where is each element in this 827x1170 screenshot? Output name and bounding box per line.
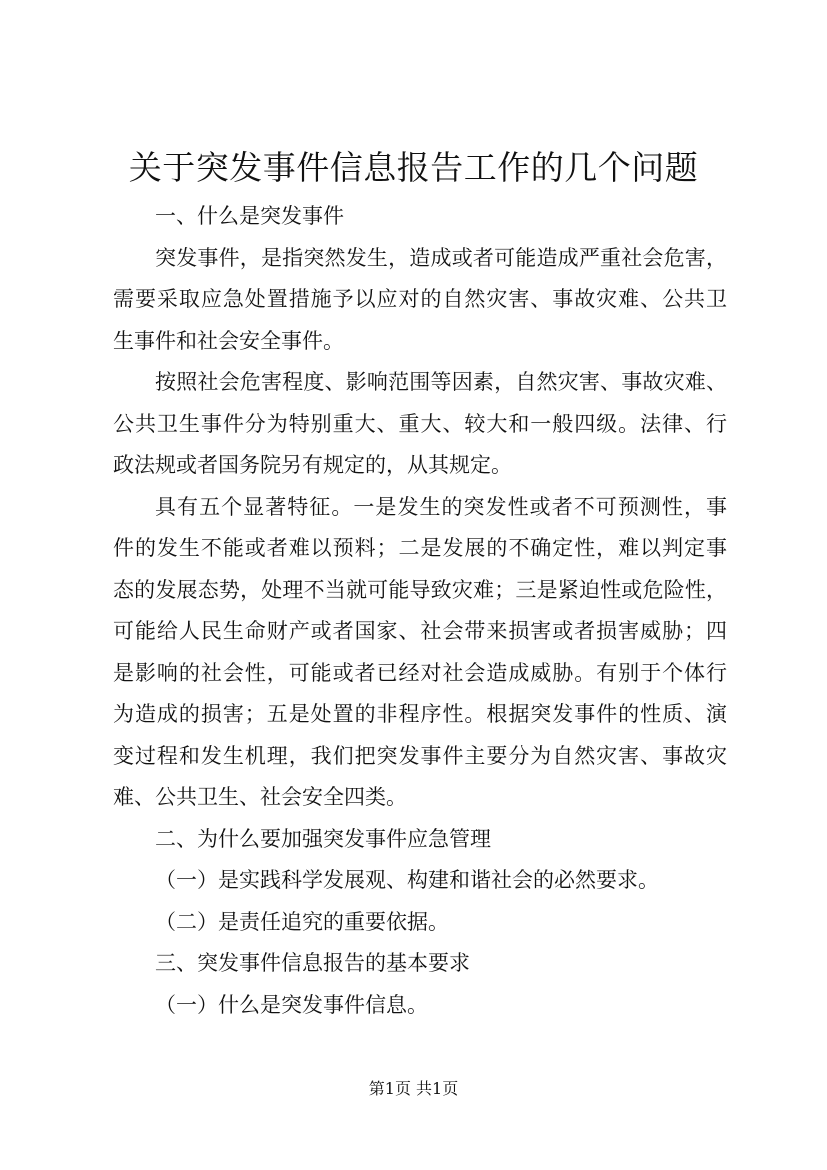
document-body bbox=[113, 196, 727, 1026]
text-line: 按照社会危害程度、影响范围等因素，自然灾害、事故灾难、 bbox=[155, 370, 727, 394]
paragraph-classification bbox=[113, 362, 727, 487]
text-line: 需要采取应急处置措施予以应对的自然灾害、事故灾难、公共卫 bbox=[113, 287, 727, 311]
text-line: （二）是责任追究的重要依据。 bbox=[155, 909, 449, 934]
subsection-item-2 bbox=[113, 902, 727, 944]
text-line: 三、突发事件信息报告的基本要求 bbox=[155, 951, 470, 975]
text-line: 二、为什么要加强突发事件应急管理 bbox=[155, 826, 491, 851]
text-line: 生事件和社会安全事件。 bbox=[113, 328, 344, 353]
text-line: （一）什么是突发事件信息。 bbox=[155, 992, 428, 1017]
text-line: 一、什么是突发事件 bbox=[155, 204, 344, 228]
document-title: 关于突发事件信息报告工作的几个问题 bbox=[128, 148, 699, 187]
section-heading-1 bbox=[113, 196, 727, 238]
subsection-item-1 bbox=[113, 860, 727, 902]
paragraph-definition bbox=[113, 238, 727, 363]
page-footer: 第1页 共1页 bbox=[368, 1079, 459, 1098]
text-line: （一）是实践科学发展观、构建和谐社会的必然要求。 bbox=[155, 868, 659, 892]
text-line: 态的发展态势，处理不当就可能导致灾难；三是紧迫性或危险性， bbox=[113, 577, 727, 602]
paragraph-characteristics bbox=[113, 487, 727, 819]
text-line: 为造成的损害；五是处置的非程序性。根据突发事件的性质、演 bbox=[113, 702, 727, 726]
section-heading-2 bbox=[113, 819, 727, 861]
text-line: 是影响的社会性，可能或者已经对社会造成威胁。有别于个体行 bbox=[113, 660, 727, 685]
text-line: 变过程和发生机理，我们把突发事件主要分为自然灾害、事故灾 bbox=[113, 743, 727, 768]
section-heading-3 bbox=[113, 943, 727, 985]
text-line: 具有五个显著特征。一是发生的突发性或者不可预测性，事 bbox=[155, 494, 727, 519]
text-line: 难、公共卫生、社会安全四类。 bbox=[113, 785, 407, 809]
text-line: 突发事件，是指突然发生，造成或者可能造成严重社会危害， bbox=[155, 245, 727, 270]
subsection-item-3 bbox=[113, 985, 727, 1027]
text-line: 件的发生不能或者难以预料；二是发展的不确定性，难以判定事 bbox=[113, 536, 727, 560]
text-line: 可能给人民生命财产或者国家、社会带来损害或者损害威胁；四 bbox=[113, 619, 727, 643]
text-line: 政法规或者国务院另有规定的，从其规定。 bbox=[113, 453, 512, 477]
text-line: 公共卫生事件分为特别重大、重大、较大和一般四级。法律、行 bbox=[113, 411, 727, 436]
